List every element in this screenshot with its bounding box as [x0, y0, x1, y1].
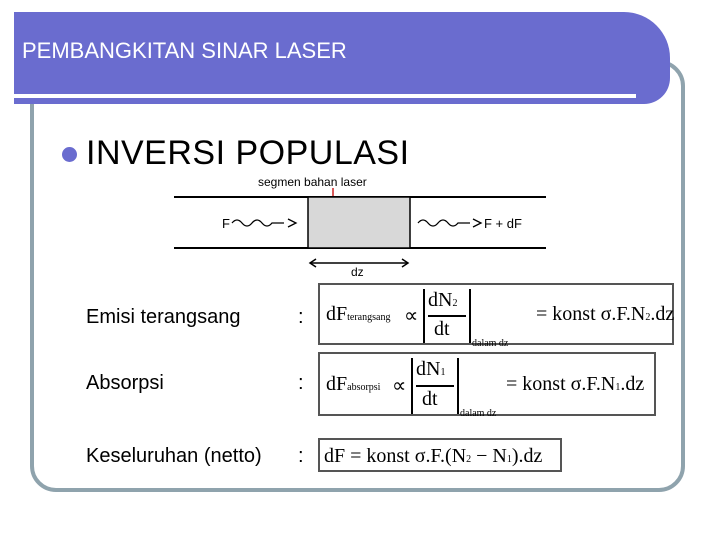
- absorption-denominator: dt: [422, 388, 438, 410]
- emission-denominator: dt: [434, 318, 450, 340]
- absorption-rhs: = konst σ.F.N1.dz: [506, 373, 645, 395]
- row-colon-net: :: [298, 445, 304, 467]
- output-wave-arrow: [418, 220, 470, 226]
- evaluation-subscript: dalam dz: [460, 408, 497, 419]
- fraction-line: [428, 315, 466, 317]
- row-label-emission: Emisi terangsang: [86, 306, 241, 328]
- evaluation-bar: [457, 358, 459, 414]
- absorption-lhs: dFabsorpsi: [326, 373, 381, 395]
- segment-label: segmen bahan laser: [258, 175, 367, 189]
- output-flux-label: F + dF: [484, 216, 522, 231]
- evaluation-subscript: dalam dz: [472, 338, 509, 349]
- left-bar: [423, 289, 425, 343]
- emission-numerator: dN2: [428, 289, 458, 311]
- row-colon-emission: :: [298, 306, 304, 328]
- row-label-net: Keseluruhan (netto): [86, 445, 262, 467]
- row-colon-absorption: :: [298, 372, 304, 394]
- input-flux-label: F: [222, 216, 230, 231]
- proportional-icon: ∝: [392, 375, 407, 397]
- emission-rhs: = konst σ.F.N2.dz: [536, 303, 675, 325]
- row-label-absorption: Absorpsi: [86, 372, 164, 394]
- dz-label: dz: [351, 265, 364, 279]
- proportional-icon: ∝: [404, 305, 419, 327]
- output-arrowhead: [473, 219, 481, 227]
- slide-title: PEMBANGKITAN SINAR LASER: [22, 38, 347, 63]
- laser-medium-segment: [308, 197, 410, 248]
- formula-emission: [318, 283, 675, 349]
- section-heading: INVERSI POPULASI: [86, 134, 410, 172]
- formula-net: [318, 438, 562, 472]
- absorption-numerator: dN1: [416, 358, 446, 380]
- laser-segment-diagram: [170, 172, 550, 280]
- bullet-icon: [62, 147, 77, 162]
- formula-absorption: [318, 352, 656, 419]
- net-formula-text: dF = konst σ.F.(N2 − N1).dz: [324, 445, 543, 467]
- left-bar: [411, 358, 413, 414]
- title-underline: [14, 94, 636, 98]
- input-wave-arrow: [232, 220, 284, 226]
- emission-lhs: dFterangsang: [326, 303, 391, 325]
- evaluation-bar: [469, 289, 471, 343]
- input-arrowhead: [288, 219, 296, 227]
- fraction-line: [416, 385, 454, 387]
